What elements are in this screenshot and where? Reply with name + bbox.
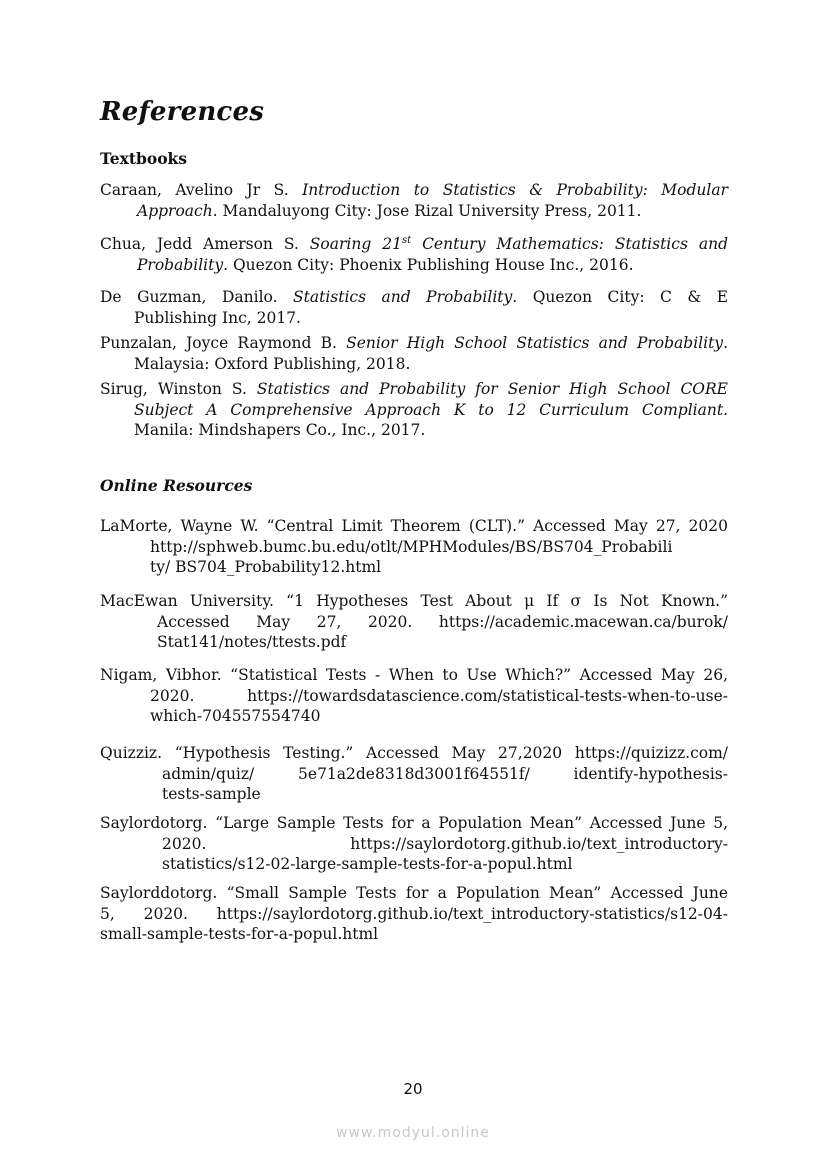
reference-item: Nigam, Vibhor. “Statistical Tests - When to Use Which?” Accessed May 26, 2020. https://towardsdatascience.com/statistical-tests-when-to-use- which-704557554740: [100, 666, 728, 725]
reference-item: Punzalan, Joyce Raymond B. Senior High School Statistics and Probability. Malaysia: Oxford Publishing, 2018.: [100, 334, 728, 373]
reference-item: Saylorddotorg. “Small Sample Tests for a Population Mean” Accessed June 5, 2020. https://saylordotorg.github.io/text_introductory-statistics/s12-04- small-sample-tests-for-a-popul.html: [100, 884, 728, 943]
textbooks-heading: Textbooks: [100, 149, 187, 168]
online-resources-heading: Online Resources: [100, 476, 253, 495]
reference-item: LaMorte, Wayne W. “Central Limit Theorem (CLT).” Accessed May 27, 2020 http://sphweb.bumc.bu.edu/otlt/MPHModules/BS/BS704_Probabili ty/ BS704_Probability12.html: [100, 517, 728, 576]
watermark: www.modyul.online: [336, 1125, 490, 1141]
reference-item: Caraan, Avelino Jr S. Introduction to Statistics & Probability: Modular Approach. Mandaluyong City: Jose Rizal University Press, 2011.: [100, 181, 728, 220]
reference-item: De Guzman, Danilo. Statistics and Probability. Quezon City: C & E Publishing Inc, 2017.: [100, 288, 729, 327]
reference-item: Chua, Jedd Amerson S. Soaring 21st Century Mathematics: Statistics and Probability. Quezon City: Phoenix Publishing House Inc., 2016.: [100, 235, 729, 274]
reference-item: Sirug, Winston S. Statistics and Probability for Senior High School CORE Subject A Comprehensive Approach K to 12 Curriculum Compliant. Manila: Mindshapers Co., Inc., 2017.: [100, 380, 728, 439]
reference-item: Saylordotorg. “Large Sample Tests for a Population Mean” Accessed June 5, 2020. https://saylordotorg.github.io/text_introductory- statistics/s12-02-large-sample-tests-for-a-popul.html: [100, 814, 728, 873]
page-title: References: [100, 97, 265, 127]
page-number: 20: [403, 1080, 423, 1098]
reference-item: MacEwan University. “1 Hypotheses Test About μ If σ Is Not Known.” Accessed May 27, 2020. https://academic.macewan.ca/burok/ Stat141/notes/ttests.pdf: [100, 592, 728, 651]
reference-item: Quizziz. “Hypothesis Testing.” Accessed May 27,2020 https://quizizz.com/ admin/quiz/ 5e71a2de8318d3001f64551f/ identify-hypothesis- tests-sample: [100, 744, 728, 803]
